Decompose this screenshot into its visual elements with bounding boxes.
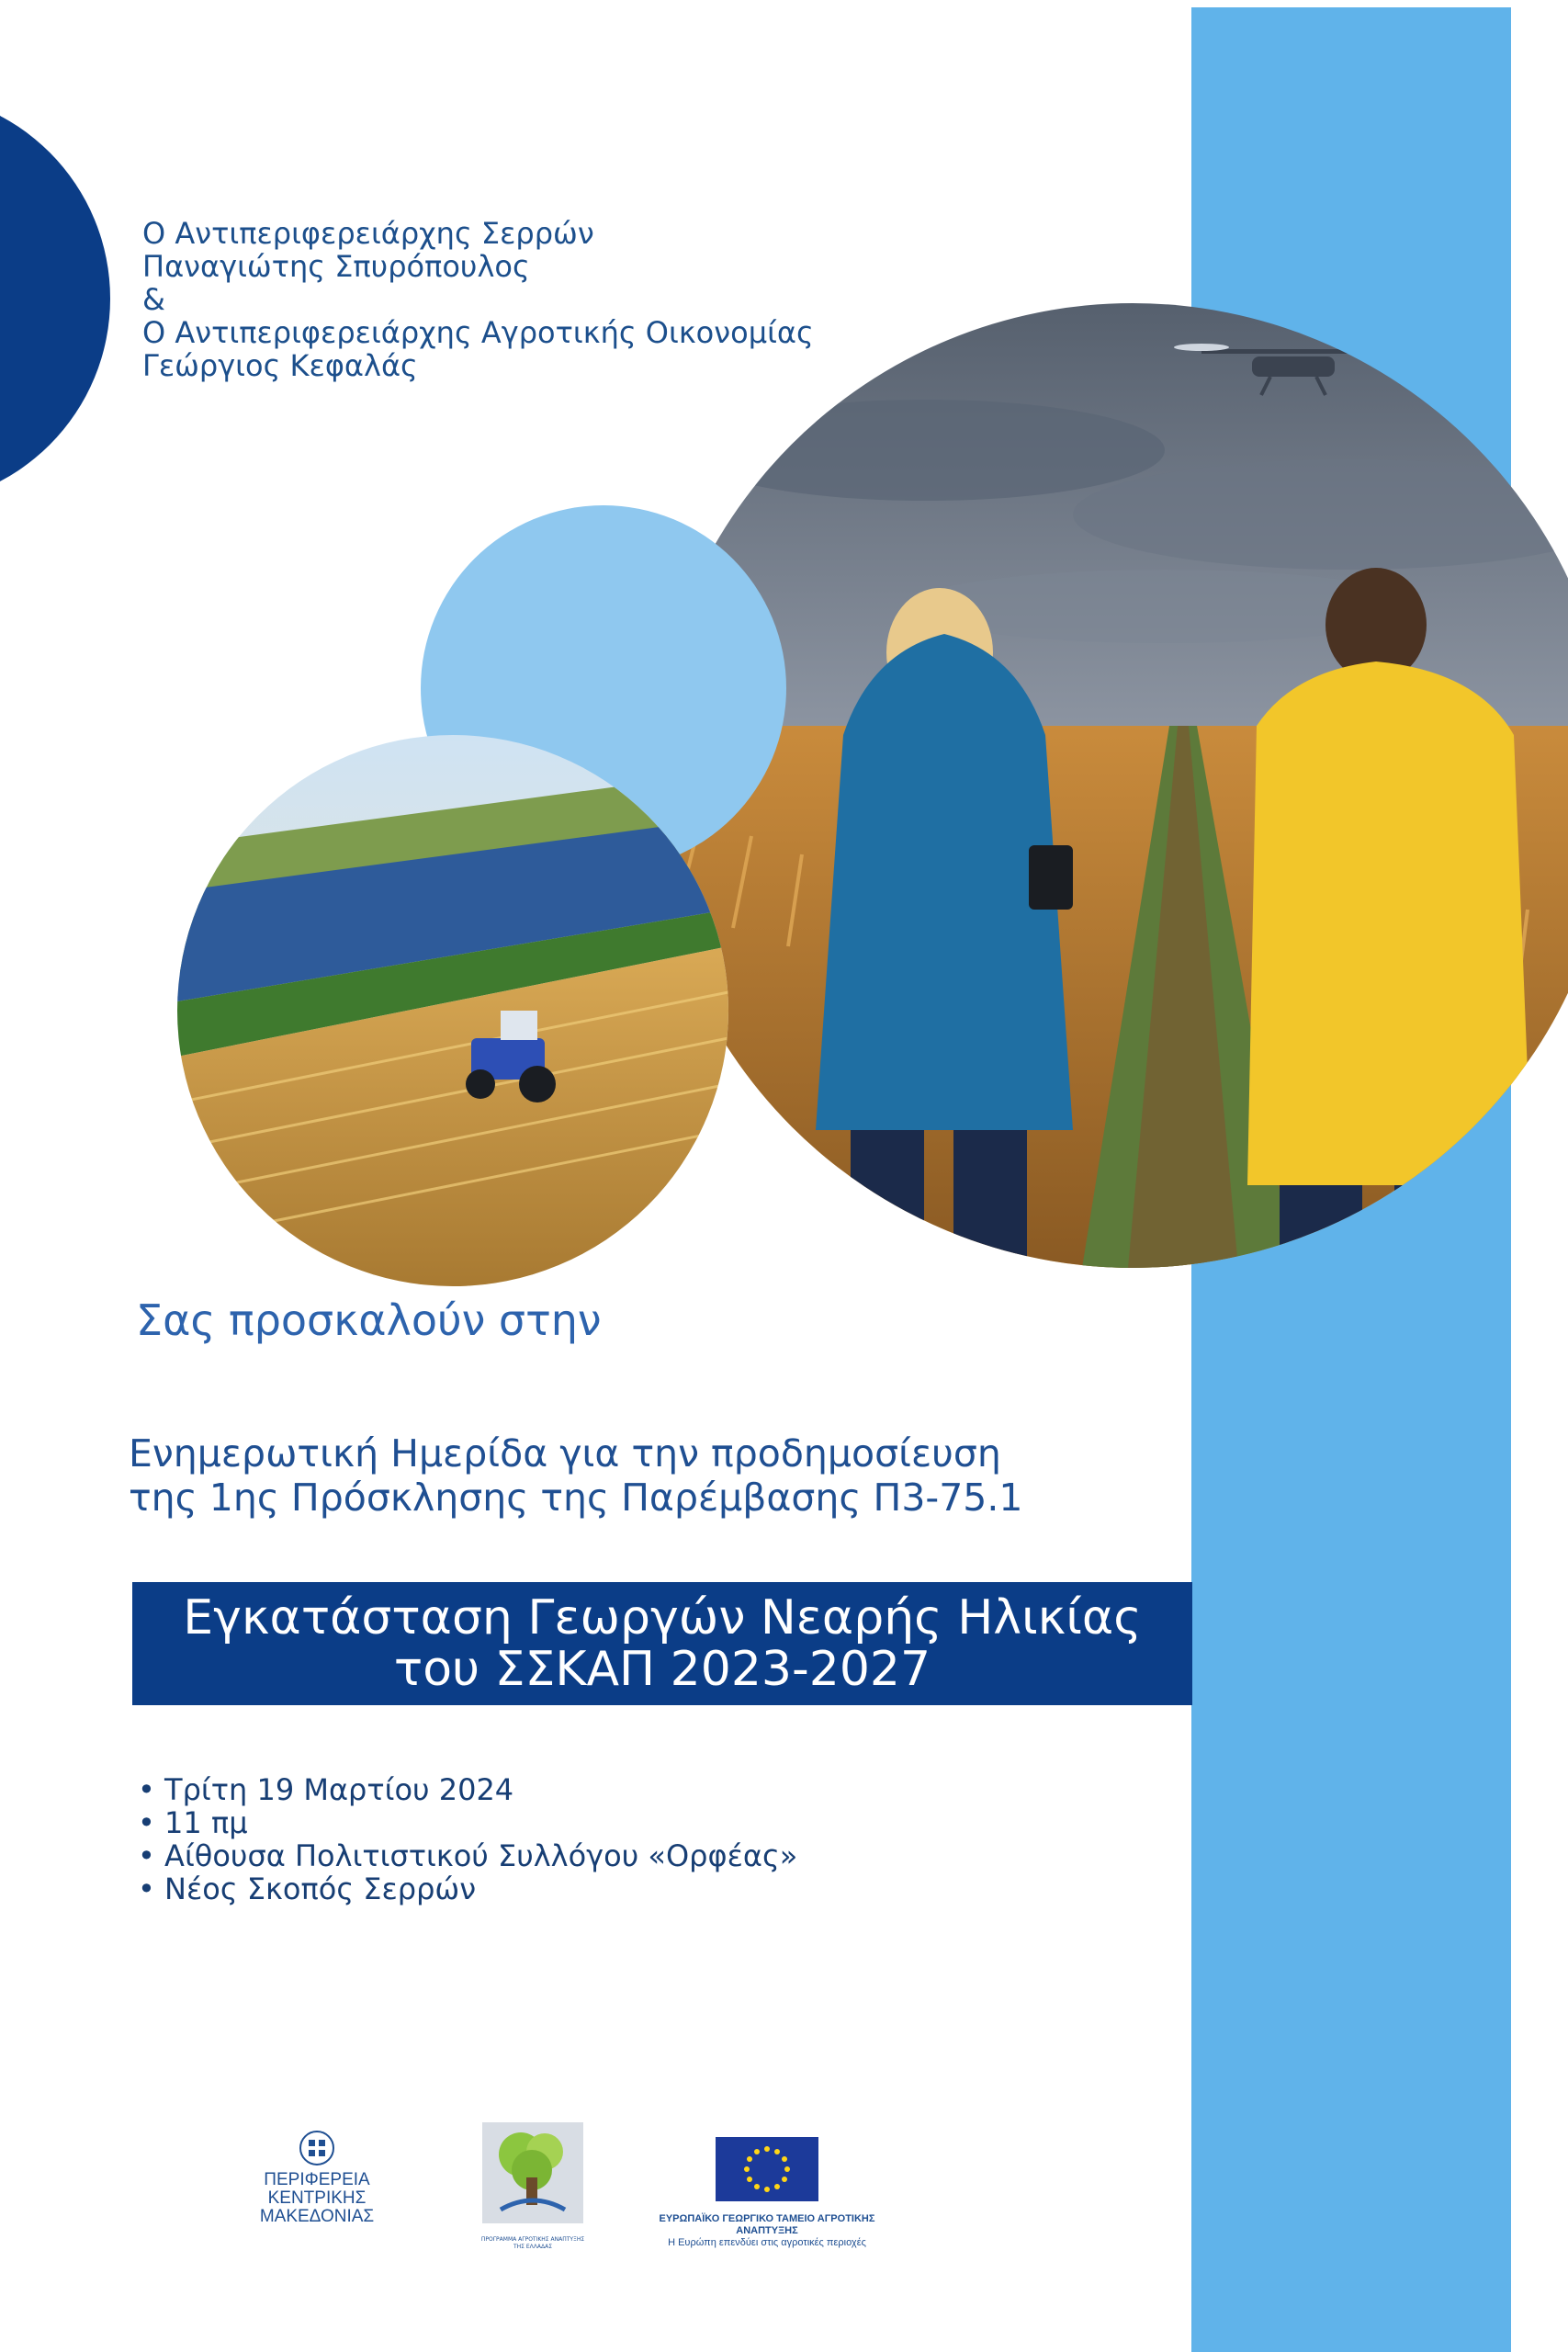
event-title-line-1: Ενημερωτική Ημερίδα για την προδημοσίευση <box>129 1431 1001 1476</box>
hosts-ampersand: & <box>142 282 165 317</box>
agro-line-2: ΤΗΣ ΕΛΛΑΔΑΣ <box>513 2244 552 2250</box>
tree-map-icon <box>473 2113 592 2233</box>
agro-line-1: ΠΡΟΓΡΑΜΜΑ ΑΓΡΟΤΙΚΗΣ ΑΝΑΠΤΥΞΗΣ <box>480 2236 585 2243</box>
navy-circle-decoration <box>0 92 110 505</box>
host-1-title: Ο Αντιπεριφερειάρχης Σερρών <box>142 216 594 251</box>
banner-line-2: του ΣΣΚΑΠ 2023-2027 <box>393 1642 931 1697</box>
detail-date: • Τρίτη 19 Μαρτίου 2024 <box>138 1773 797 1806</box>
pkm-line-1: ΠΕΡΙΦΕΡΕΙΑ <box>264 2170 370 2189</box>
event-title-line-2: της 1ης Πρόσκλησης της Παρέμβασης Π3-75.1 <box>129 1476 1023 1520</box>
banner-line-1: Εγκατάσταση Γεωργών Νεαρής Ηλικίας <box>183 1590 1142 1645</box>
pkm-line-3: ΜΑΚΕΔΟΝΙΑΣ <box>259 2207 375 2226</box>
event-details-list <box>138 1773 797 1905</box>
invite-heading: Σας προσκαλούν στην <box>136 1295 602 1345</box>
eu-flag-icon <box>716 2137 818 2201</box>
detail-time: • 11 πμ <box>138 1806 797 1839</box>
detail-venue: • Αίθουσα Πολιτιστικού Συλλόγου «Ορφέας» <box>138 1839 797 1872</box>
greek-emblem-icon <box>299 2130 335 2166</box>
rural-development-programme-logo <box>473 2113 592 2251</box>
eu-fund-subtitle: Η Ευρώπη επενδύει στις αγροτικές περιοχές <box>668 2237 866 2248</box>
pkm-line-2: ΚΕΝΤΡΙΚΗΣ <box>267 2188 367 2208</box>
host-1-name: Παναγιώτης Σπυρόπουλος <box>142 249 530 284</box>
hosts-block <box>142 217 814 382</box>
host-2-name: Γεώργιος Κεφαλάς <box>142 348 418 383</box>
detail-location: • Νέος Σκοπός Σερρών <box>138 1872 797 1905</box>
eu-fund-title: ΕΥΡΩΠΑΪΚΟ ΓΕΩΡΓΙΚΟ ΤΑΜΕΙΟ ΑΓΡΟΤΙΚΗΣ ΑΝΑΠΤΥΞΗΣ <box>659 2213 875 2236</box>
event-title <box>129 1431 1023 1520</box>
program-banner <box>132 1582 1192 1705</box>
eafrd-eu-logo <box>657 2137 877 2249</box>
farmers-field-photo <box>650 303 1568 1268</box>
region-central-macedonia-logo <box>253 2130 381 2226</box>
host-2-title: Ο Αντιπεριφερειάρχης Αγροτικής Οικονομίας <box>142 315 814 350</box>
tractor-field-photo <box>177 735 728 1286</box>
